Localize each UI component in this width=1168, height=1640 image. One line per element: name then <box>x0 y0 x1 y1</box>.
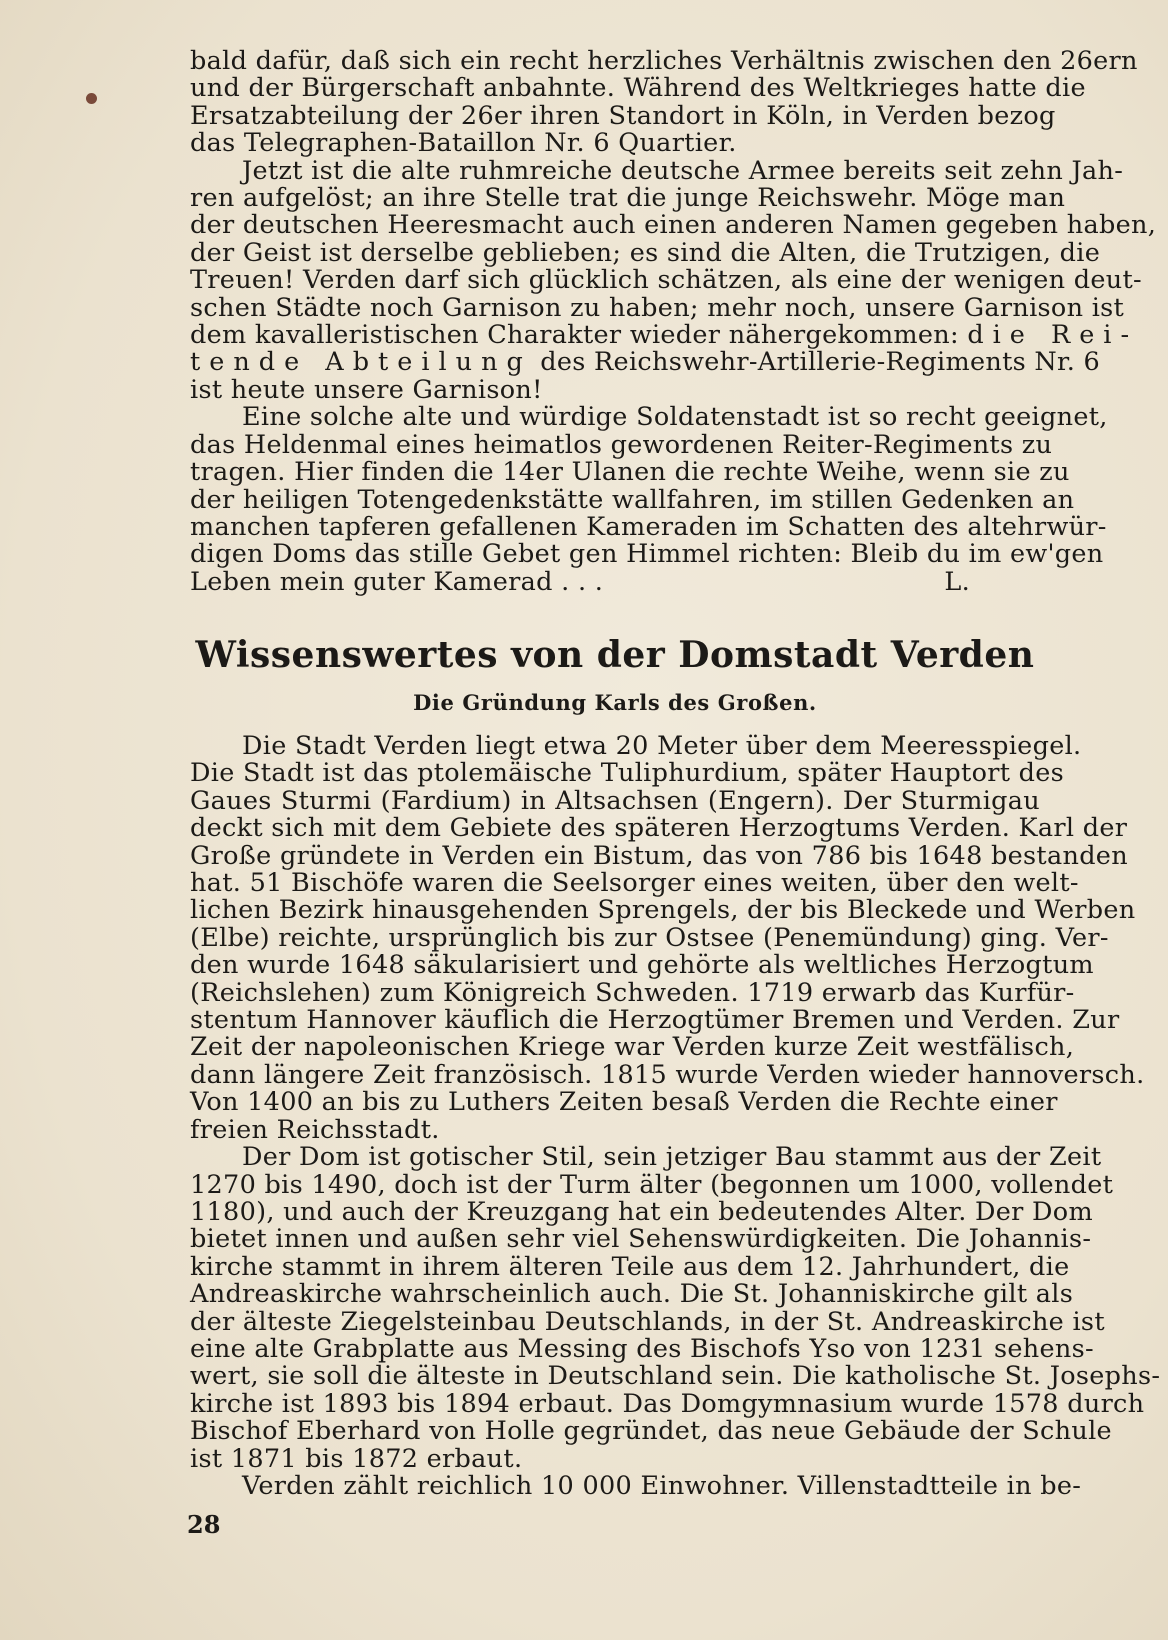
text-line: digen Doms das stille Gebet gen Himmel richten: Bleib du im ew'gen <box>190 539 1104 570</box>
author-signature: L. <box>944 566 970 597</box>
text-line: hat. 51 Bischöfe waren die Seelsorger eines weiten, über den welt- <box>190 868 1079 899</box>
text-line: Eine solche alte und würdige Soldatenstadt ist so recht geeignet, <box>242 402 1108 433</box>
spaced-text: die Rei- <box>967 320 1139 351</box>
text-line: Ersatzabteilung der 26er ihren Standort in Köln, in Verden bezog <box>190 100 1056 131</box>
text-line <box>190 347 1101 378</box>
text-line: kirche ist 1893 bis 1894 erbaut. Das Domgymnasium wurde 1578 durch <box>190 1388 1145 1419</box>
text-line: ren aufgelöst; an ihre Stelle trat die junge Reichswehr. Möge man <box>190 183 1066 214</box>
text-line: Jetzt ist die alte ruhmreiche deutsche Armee bereits seit zehn Jah- <box>242 155 1124 186</box>
text-line: kirche stammt in ihrem älteren Teile aus dem 12. Jahrhundert, die <box>190 1251 1070 1282</box>
text-line: Verden zählt reichlich 10 000 Einwohner. Villenstadtteile in be- <box>242 1470 1082 1501</box>
paragraph <box>190 731 1145 1145</box>
text-line: Die Stadt ist das ptolemäische Tuliphurdium, später Hauptort des <box>190 758 1065 789</box>
text-line: Zeit der napoleonischen Kriege war Verden kurze Zeit westfälisch, <box>190 1032 1075 1063</box>
text-line: Gaues Sturmi (Fardium) in Altsachsen (Engern). Der Sturmigau <box>190 785 1040 816</box>
text-segment: des Reichswehr-Artillerie-Regiments Nr. 6 <box>540 347 1101 378</box>
text-line <box>190 566 1040 597</box>
text-line: der älteste Ziegelsteinbau Deutschlands, in der St. Andreaskirche ist <box>190 1306 1105 1337</box>
text-line: Große gründete in Verden ein Bistum, das von 786 bis 1648 bestanden <box>190 840 1128 871</box>
paragraph <box>190 1470 1082 1501</box>
text-line: 1270 bis 1490, doch ist der Turm älter (begonnen um 1000, vollendet <box>190 1169 1114 1200</box>
ink-spot <box>86 93 97 104</box>
text-line: freien Reichsstadt. <box>190 1114 440 1145</box>
text-line: (Reichslehen) zum Königreich Schweden. 1719 erwarb das Kurfür- <box>190 977 1075 1008</box>
paragraph <box>190 402 1108 597</box>
text-line: Bischof Eberhard von Holle gegründet, das neue Gebäude der Schule <box>190 1416 1112 1447</box>
text-line: wert, sie soll die älteste in Deutschland sein. Die katholische St. Josephs- <box>190 1361 1161 1392</box>
text-line: Von 1400 an bis zu Luthers Zeiten besaß Verden die Rechte einer <box>190 1087 1058 1118</box>
text-line: das Telegraphen-Bataillon Nr. 6 Quartier. <box>190 128 737 159</box>
text-line: der heiligen Totengedenkstätte wallfahren, im stillen Gedenken an <box>190 484 1075 515</box>
text-line: 1180), und auch der Kreuzgang hat ein bedeutendes Alter. Der Dom <box>190 1196 1093 1227</box>
text-line: lichen Bezirk hinausgehenden Sprengels, der bis Bleckede und Werben <box>190 895 1136 926</box>
text-line: ist 1871 bis 1872 erbaut. <box>190 1443 523 1474</box>
text-line: ist heute unsere Garnison! <box>190 374 543 405</box>
text-line: den wurde 1648 säkularisiert und gehörte als weltliches Herzogtum <box>190 950 1094 981</box>
text-line: tragen. Hier finden die 14er Ulanen die rechte Weihe, wenn sie zu <box>190 457 1070 488</box>
text-line: Treuen! Verden darf sich glücklich schätzen, als eine der wenigen deut- <box>190 265 1142 296</box>
text-line: eine alte Grabplatte aus Messing des Bischofs Yso von 1231 sehens- <box>190 1333 1094 1364</box>
text-line: Der Dom ist gotischer Stil, sein jetziger Bau stammt aus der Zeit <box>242 1142 1102 1173</box>
section-title: Wissenswertes von der Domstadt Verden <box>195 634 1035 676</box>
text-line: Andreaskirche wahrscheinlich auch. Die St. Johanniskirche gilt als <box>190 1279 1074 1310</box>
section-subtitle: Die Gründung Karls des Großen. <box>413 690 817 715</box>
text-line: schen Städte noch Garnison zu haben; mehr noch, unsere Garnison ist <box>190 292 1125 323</box>
text-line: stentum Hannover käuflich die Herzogtümer Bremen und Verden. Zur <box>190 1005 1120 1036</box>
text-line: und der Bürgerschaft anbahnte. Während des Weltkrieges hatte die <box>190 73 1086 104</box>
text-line: der Geist ist derselbe geblieben; es sind die Alten, die Trutzigen, die <box>190 237 1101 268</box>
text-line: bietet innen und außen sehr viel Sehenswürdigkeiten. Die Johannis- <box>190 1224 1092 1255</box>
text-line: der deutschen Heeresmacht auch einen anderen Namen gegeben haben, <box>190 210 1157 241</box>
text-segment: Leben mein guter Kamerad . . . <box>190 566 604 597</box>
text-line: manchen tapferen gefallenen Kameraden im Schatten des altehrwür- <box>190 511 1107 542</box>
text-line: Die Stadt Verden liegt etwa 20 Meter über dem Meeresspiegel. <box>242 731 1082 761</box>
text-line: bald dafür, daß sich ein recht herzliches Verhältnis zwischen den 26ern <box>190 46 1138 76</box>
text-line: das Heldenmal eines heimatlos gewordenen Reiter-Regiments zu <box>190 429 1053 460</box>
text-line: dann längere Zeit französisch. 1815 wurde Verden wieder hannoversch. <box>190 1059 1145 1090</box>
spaced-text: tende Abteilung <box>190 347 532 378</box>
paragraph <box>190 1142 1161 1474</box>
page-number: 28 <box>187 1510 221 1539</box>
top-text-block <box>190 46 1157 597</box>
text-line <box>190 320 1139 351</box>
paragraph <box>190 155 1157 405</box>
text-line: (Elbe) reichte, ursprünglich bis zur Ostsee (Penemündung) ging. Ver- <box>190 922 1109 953</box>
paragraph <box>190 46 1138 159</box>
main-text-block <box>190 731 1161 1501</box>
text-line: deckt sich mit dem Gebiete des späteren Herzogtums Verden. Karl der <box>190 813 1128 844</box>
text-segment: dem kavalleristischen Charakter wieder nähergekommen: <box>190 320 959 351</box>
